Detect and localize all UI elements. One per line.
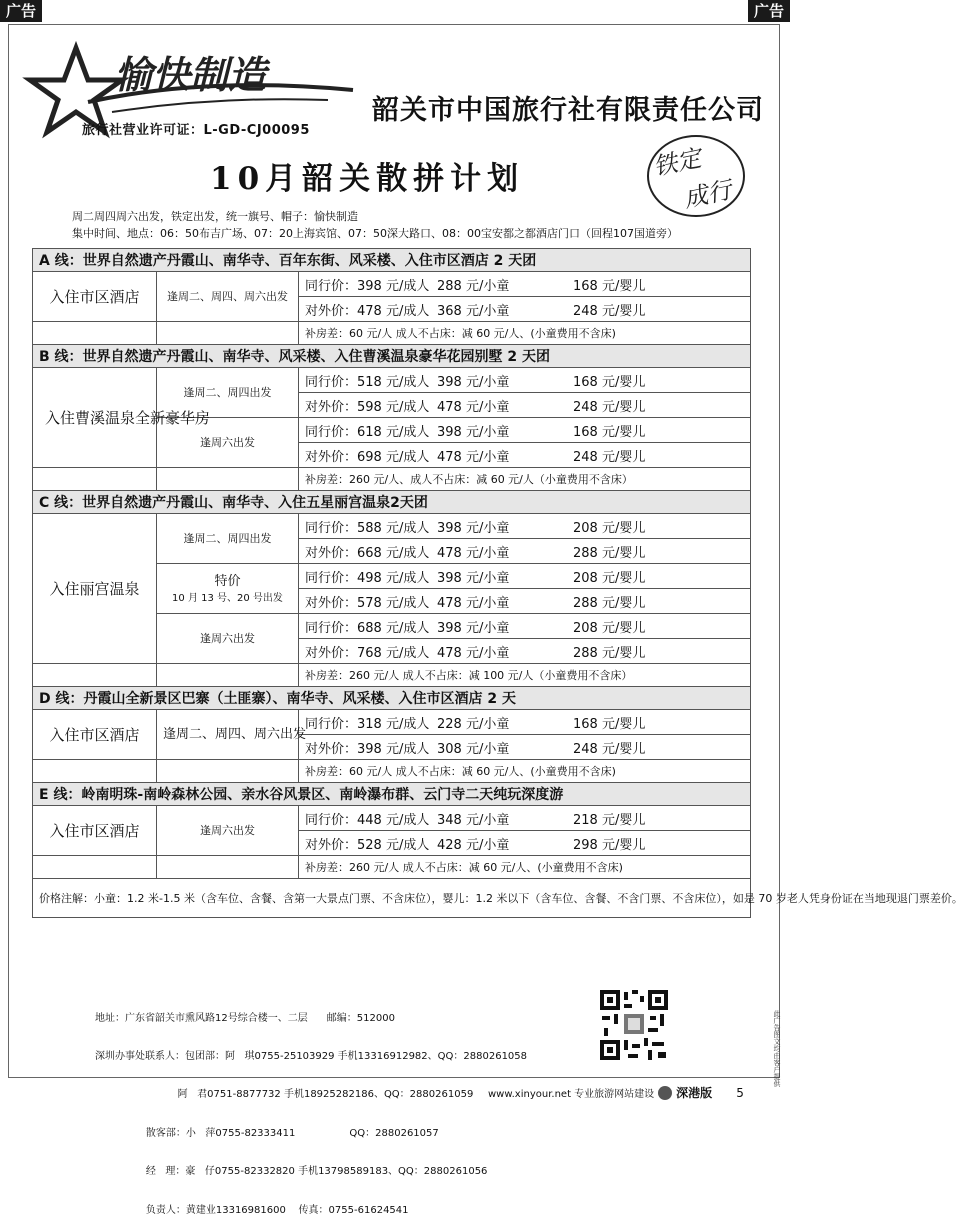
hotel-cell: 入住曹溪温泉全新豪华房 [33,368,157,468]
departure-cell: 逢周二、周四出发 [157,514,299,564]
contact-line: 负责人：黄建业13316981600 传真：0755-61624541 [95,1204,409,1216]
website-text: www.xinyour.net 专业旅游网站建设 [488,1089,655,1100]
page-footer [488,1084,744,1101]
child-price: 478 元/小童 [437,645,510,661]
infant-price: 288 元/婴儿 [573,595,646,611]
child-price: 288 元/小童 [437,278,510,294]
child-price: 368 元/小童 [437,303,510,319]
special-dates: 10 月 13 号、20 号出发 [172,592,283,604]
infant-price: 248 元/婴儿 [573,303,646,319]
adult-price: 对外价：398 元/成人 [305,741,430,757]
hotel-cell: 入住市区酒店 [33,806,157,856]
child-price: 428 元/小童 [437,837,510,853]
edition-badge-icon [658,1086,672,1100]
child-price: 348 元/小童 [437,812,510,828]
child-price: 478 元/小童 [437,399,510,415]
departure-cell: 逢周二、周四、周六出发 [157,272,299,322]
departure-cell [157,564,299,614]
infant-price: 168 元/婴儿 [573,716,646,732]
child-price: 478 元/小童 [437,545,510,561]
adult-price: 同行价：688 元/成人 [305,620,430,636]
adult-price: 同行价：498 元/成人 [305,570,430,586]
infant-price: 298 元/婴儿 [573,837,646,853]
edition-label: 深港版 [676,1086,713,1100]
adult-price: 同行价：448 元/成人 [305,812,430,828]
adult-price: 对外价：768 元/成人 [305,645,430,661]
room-note: 补房差：260 元/人、成人不占床：减 60 元/人（小童费用不含床） [299,468,751,491]
adult-price: 同行价：588 元/成人 [305,520,430,536]
line-b-header: B 线：世界自然遗产丹霞山、南华寺、风采楼、入住曹溪温泉豪华花园别墅 2 天团 [33,345,751,368]
hotel-cell: 入住丽宫温泉 [33,514,157,664]
adult-price: 同行价：318 元/成人 [305,716,430,732]
child-price: 478 元/小童 [437,449,510,465]
adult-price: 同行价：518 元/成人 [305,374,430,390]
meeting-info: 集中时间、地点：06：50布吉广场、07：20上海宾馆、07：50深大路口、08：00宝安都之都酒店门口（回程107国道旁） [72,227,678,240]
table-row [33,710,751,735]
infant-price: 208 元/婴儿 [573,620,646,636]
infant-price: 168 元/婴儿 [573,278,646,294]
table-row [33,514,751,539]
table-row [33,806,751,831]
room-note: 补房差：260 元/人 成人不占床：减 100 元/人（小童费用不含床） [299,664,751,687]
line-d-header: D 线：丹霞山全新景区巴寨（土匪寨）、南华寺、风采楼、入住市区酒店 2 天 [33,687,751,710]
departure-cell: 逢周二、周四、周六出发 [157,710,299,760]
infant-price: 248 元/婴儿 [573,399,646,415]
infant-price: 168 元/婴儿 [573,374,646,390]
table-row [33,368,751,393]
child-price: 398 元/小童 [437,570,510,586]
ad-tag-right: 广告 [748,0,790,22]
tour-plan-table [32,248,963,918]
hotel-cell: 入住市区酒店 [33,272,157,322]
infant-price: 288 元/婴儿 [573,545,646,561]
line-a-header: A 线：世界自然遗产丹霞山、南华寺、百年东街、风采楼、入住市区酒店 2 天团 [33,249,751,272]
company-name: 韶关市中国旅行社有限责任公司 [372,95,764,126]
child-price: 228 元/小童 [437,716,510,732]
special-price-label: 特价 [214,573,241,589]
guaranteed-stamp [640,126,752,224]
contact-line: 阿 君0751-8877732 手机18925282186、QQ：2880261059 [95,1089,474,1101]
client-supplied-note: 此广告图文均由客户提供 [773,1010,781,1087]
table-row [33,272,751,297]
child-price: 398 元/小童 [437,620,510,636]
infant-price: 208 元/婴儿 [573,570,646,586]
qr-code-icon [598,988,670,1062]
line-e-header: E 线：岭南明珠-南岭森林公园、亲水谷风景区、南岭瀑布群、云门寺二天纯玩深度游 [33,783,751,806]
stamp-line2: 成行 [681,175,735,214]
room-note: 补房差：60 元/人 成人不占床：减 60 元/人、(小童费用不含床) [299,760,751,783]
adult-price: 对外价：698 元/成人 [305,449,430,465]
infant-price: 288 元/婴儿 [573,645,646,661]
infant-price: 208 元/婴儿 [573,520,646,536]
hotel-cell: 入住市区酒店 [33,710,157,760]
adult-price: 对外价：668 元/成人 [305,545,430,561]
contact-line: 深圳办事处联系人：包团部：阿 琪0755-25103929 手机13316912982、QQ：2880261058 [95,1050,528,1062]
contact-line: 散客部：小 萍0755-82333411 QQ：2880261057 [95,1127,439,1139]
page-title: 10月韶关散拼计划 [210,161,525,197]
adult-price: 同行价：398 元/成人 [305,278,430,294]
adult-price: 对外价：528 元/成人 [305,837,430,853]
child-price: 478 元/小童 [437,595,510,611]
infant-price: 168 元/婴儿 [573,424,646,440]
infant-price: 248 元/婴儿 [573,741,646,757]
ad-tag-left: 广告 [0,0,42,22]
license-number: 旅行社营业许可证：L-GD-CJ00095 [82,123,310,138]
room-note: 补房差：260 元/人 成人不占床：减 60 元/人、(小童费用不含床) [299,856,751,879]
address-line: 地址：广东省韶关市熏风路12号综合楼一、二层 邮编：512000 [95,1012,395,1024]
contact-line: 经 理：豪 仔0755-82332820 手机13798589183、QQ：2880261056 [95,1166,488,1178]
child-price: 308 元/小童 [437,741,510,757]
infant-price: 248 元/婴儿 [573,449,646,465]
adult-price: 对外价：478 元/成人 [305,303,430,319]
line-c-header: C 线：世界自然遗产丹霞山、南华寺、入住五星丽宫温泉2天团 [33,491,751,514]
departure-info: 周二周四周六出发，铁定出发，统一旗号、帽子：愉快制造 [72,210,358,223]
stamp-line1: 铁定 [650,143,704,182]
child-price: 398 元/小童 [437,424,510,440]
room-note: 补房差：60 元/人 成人不占床：减 60 元/人、(小童费用不含床) [299,322,751,345]
departure-cell: 逢周六出发 [157,806,299,856]
child-price: 398 元/小童 [437,374,510,390]
adult-price: 对外价：598 元/成人 [305,399,430,415]
child-price: 398 元/小童 [437,520,510,536]
contact-block [95,987,527,1230]
price-footnote: 价格注解：小童：1.2 米-1.5 米（含车位、含餐、含第一大景点门票、不含床位），婴儿：1.2 米以下（含车位、含餐、不含门票、不含床位），如是 70 岁老人凭身份证在当地现退门票差价。 [33,879,751,918]
adult-price: 对外价：578 元/成人 [305,595,430,611]
departure-cell: 逢周六出发 [157,614,299,664]
infant-price: 218 元/婴儿 [573,812,646,828]
adult-price: 同行价：618 元/成人 [305,424,430,440]
departure-cell: 逢周六出发 [157,418,299,468]
page-number: 5 [736,1085,744,1100]
departure-cell: 逢周二、周四出发 [157,368,299,418]
logo-text: 愉快制造 [114,53,267,97]
